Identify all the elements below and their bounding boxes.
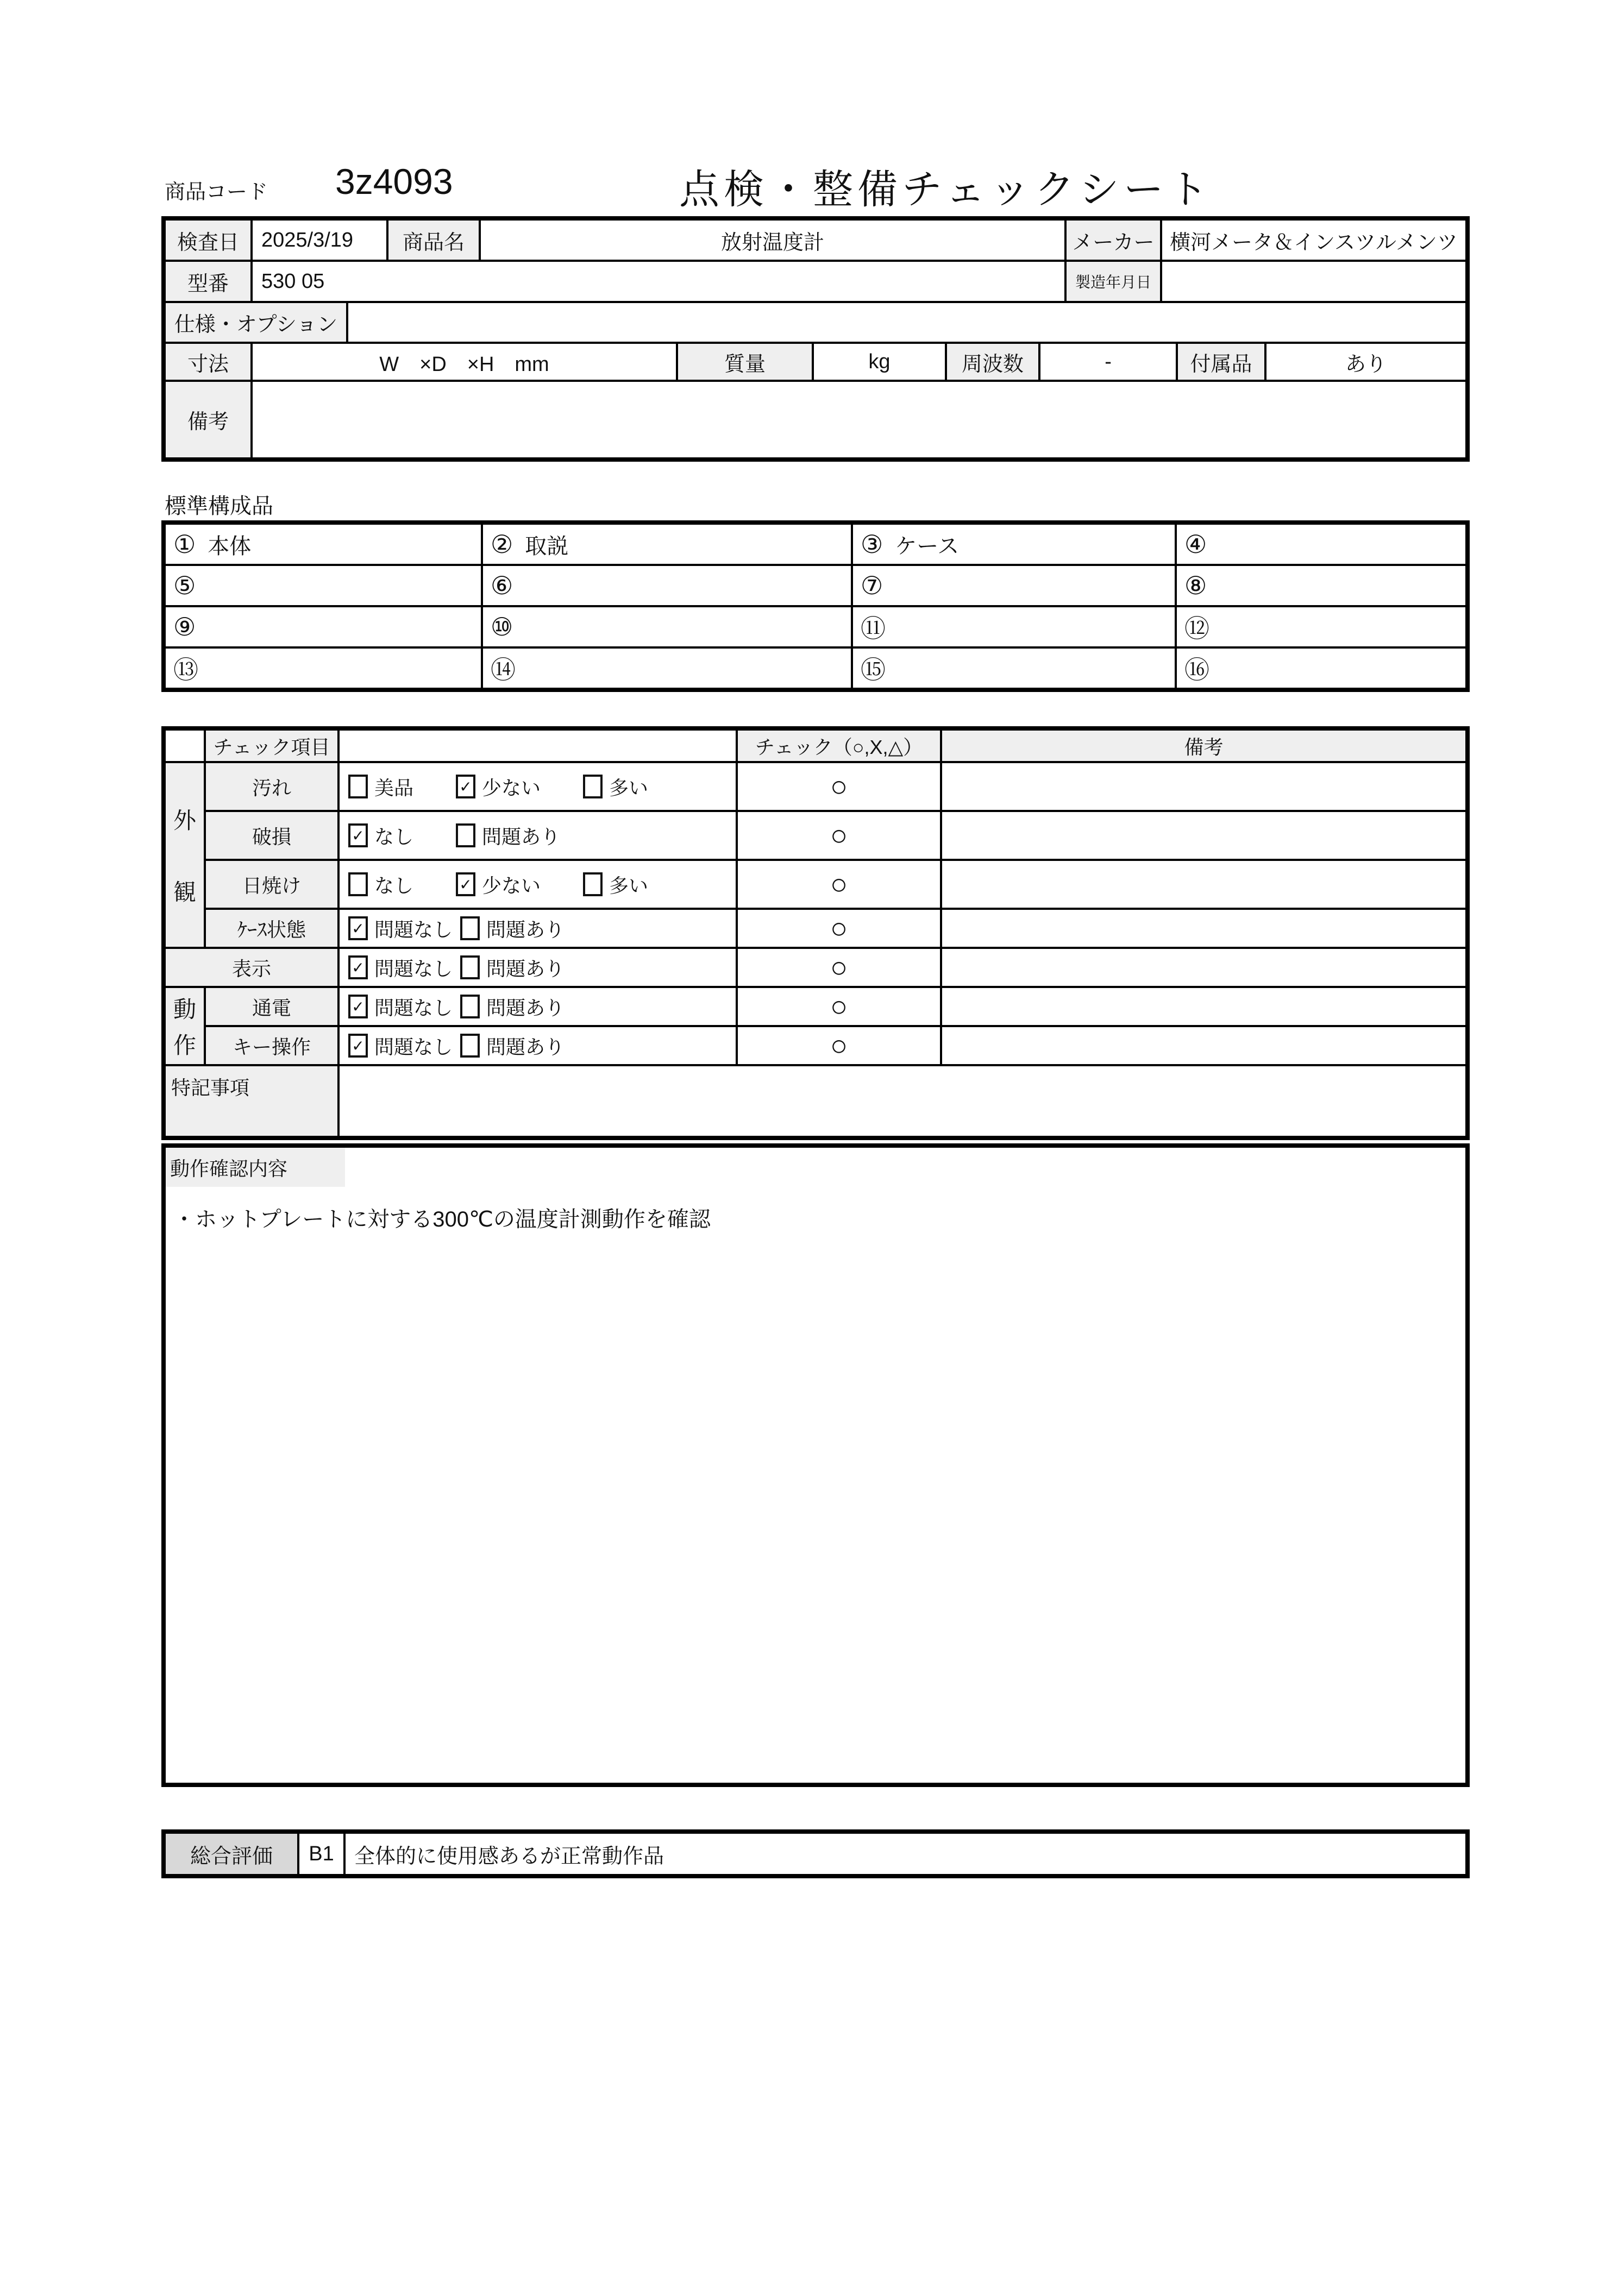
check-mark-cell: [737, 909, 941, 948]
component-cell: [482, 606, 852, 647]
checkbox-option: [348, 822, 413, 850]
check-mark-cell: [737, 762, 941, 811]
checkbox-label: なし: [374, 825, 414, 848]
check-remark-header: 備考: [941, 728, 1468, 762]
component-name: 本体: [208, 534, 252, 558]
check-row-label: キー操作: [205, 1026, 338, 1065]
component-cell: [1176, 523, 1468, 565]
checkbox-option: [348, 773, 413, 801]
component-number: ⑩: [491, 613, 513, 641]
check-circle: ○: [830, 951, 848, 984]
component-number: ②: [491, 530, 513, 558]
remarks-label: 備考: [164, 381, 252, 460]
dimensions-label: 寸法: [164, 343, 252, 381]
check-options-cell: [338, 860, 737, 909]
checkbox-label: 問題あり: [486, 957, 565, 980]
checkbox: [456, 823, 475, 847]
checkbox: [583, 872, 603, 896]
frequency-label: 周波数: [946, 343, 1039, 381]
component-cell: [164, 523, 482, 565]
checkbox: [583, 775, 603, 798]
checkbox: ✓: [348, 1034, 368, 1058]
component-cell: [164, 647, 482, 690]
check-circle: ○: [830, 868, 848, 901]
check-circle: ○: [830, 1029, 848, 1062]
component-cell: [1176, 647, 1468, 690]
check-row-label-display: 表示: [164, 948, 338, 987]
checkbox-label: 問題あり: [486, 918, 565, 941]
component-number: ⑧: [1184, 571, 1207, 600]
inspection-date-label: 検査日: [164, 218, 252, 261]
checkbox-option: [348, 954, 453, 982]
checkbox-label: 問題なし: [374, 996, 453, 1019]
checkbox-option: [460, 915, 565, 942]
weight-label: 質量: [677, 343, 813, 381]
component-cell: [852, 523, 1176, 565]
component-name: ケース: [895, 534, 960, 558]
checkbox-label: 少ない: [482, 874, 541, 897]
frequency-value: -: [1039, 343, 1177, 381]
component-cell: [164, 606, 482, 647]
check-row-label: 破損: [205, 811, 338, 860]
product-name-value: 放射温度計: [480, 218, 1065, 261]
component-cell: [852, 565, 1176, 606]
checkbox: [348, 872, 368, 896]
check-mark-cell: [737, 948, 941, 987]
inspection-date-value: 2025/3/19: [252, 218, 387, 261]
checkbox-option: [460, 1032, 565, 1060]
spec-option-label: 仕様・オプション: [164, 302, 347, 343]
checkbox-option: [348, 1032, 453, 1060]
checkbox: ✓: [348, 823, 368, 847]
component-number: ⑯: [1184, 656, 1209, 684]
check-row-label: ｹｰｽ状態: [205, 909, 338, 948]
checkbox: ✓: [348, 916, 368, 940]
checkbox-option: [460, 954, 565, 982]
product-name-label: 商品名: [387, 218, 480, 261]
check-circle: ○: [830, 819, 848, 852]
component-number: ⑪: [861, 614, 886, 643]
component-number: ⑨: [173, 613, 196, 641]
checkbox-option: [583, 773, 648, 801]
product-info-table: [161, 216, 1470, 462]
checkbox-label: 問題なし: [374, 1035, 453, 1058]
component-cell: [1176, 565, 1468, 606]
checkbox: ✓: [456, 775, 475, 798]
product-code-label: 商品コード: [165, 181, 268, 204]
overall-evaluation-label: 総合評価: [164, 1832, 298, 1876]
components-section-title: 標準構成品: [165, 494, 273, 518]
checkbox-label: 問題あり: [482, 825, 561, 848]
overall-comment: 全体的に使用感あるが正常動作品: [344, 1832, 1468, 1876]
checkbox-option: [460, 993, 565, 1021]
remarks-value: [252, 381, 1468, 460]
checkbox-option: [348, 871, 413, 898]
checkbox-option: [456, 773, 541, 801]
operation-group-cell: [164, 987, 205, 1065]
checkbox-option: [456, 871, 541, 898]
weight-value: kg: [813, 343, 946, 381]
checkbox: ✓: [348, 955, 368, 979]
checkbox-option: [583, 871, 648, 898]
component-cell: [482, 565, 852, 606]
checkbox: [460, 916, 480, 940]
check-row-label: 通電: [205, 987, 338, 1026]
operation-group-char: 動: [173, 996, 196, 1022]
check-remark-cell: [941, 909, 1468, 948]
check-options-cell: [338, 909, 737, 948]
check-options-cell: [338, 811, 737, 860]
operation-group-char: 作: [173, 1033, 196, 1059]
maker-label: メーカー: [1065, 218, 1161, 261]
special-notes-cell: [338, 1065, 1468, 1138]
check-mark-cell: [737, 987, 941, 1026]
checkbox-option: [456, 822, 560, 850]
check-row-label: 汚れ: [205, 762, 338, 811]
check-remark-cell: [941, 987, 1468, 1026]
overall-evaluation-table: [161, 1829, 1470, 1878]
operation-check-title: 動作確認内容: [166, 1148, 345, 1187]
appearance-group-char: 外: [173, 807, 196, 833]
checkbox-label: 問題あり: [486, 1035, 565, 1058]
check-options-cell: [338, 1026, 737, 1065]
appearance-group-cell: [164, 762, 205, 948]
check-remark-cell: [941, 762, 1468, 811]
component-number: ⑥: [491, 571, 513, 600]
checkbox-label: 美品: [374, 776, 414, 799]
component-name: 取説: [525, 534, 569, 558]
check-circle: ○: [830, 990, 848, 1023]
component-number: ⑮: [861, 656, 886, 684]
checkbox-option: [348, 993, 453, 1021]
checkbox: ✓: [348, 995, 368, 1018]
component-number: ⑬: [173, 656, 198, 684]
check-table: [161, 726, 1470, 1140]
model-value: 530 05: [252, 261, 1065, 302]
mfg-date-label: 製造年月日: [1065, 261, 1161, 302]
checkbox-label: 問題あり: [486, 996, 565, 1019]
accessories-label: 付属品: [1177, 343, 1265, 381]
checkbox-option: [348, 915, 453, 942]
accessories-value: あり: [1265, 343, 1468, 381]
component-cell: [852, 606, 1176, 647]
component-cell: [852, 647, 1176, 690]
check-remark-cell: [941, 811, 1468, 860]
operation-check-note: ・ホットプレートに対する300℃の温度計測動作を確認: [173, 1207, 711, 1231]
check-options-cell: [338, 762, 737, 811]
component-number: ⑦: [861, 571, 883, 600]
check-options-cell: [338, 987, 737, 1026]
model-label: 型番: [164, 261, 252, 302]
check-remark-cell: [941, 1026, 1468, 1065]
check-remark-cell: [941, 948, 1468, 987]
overall-grade: B1: [298, 1832, 344, 1876]
check-options-cell: [338, 948, 737, 987]
checkbox-label: 多い: [609, 874, 649, 897]
checkbox-label: なし: [374, 874, 414, 897]
check-header-spacer: [164, 728, 205, 762]
check-remark-cell: [941, 860, 1468, 909]
checkbox-label: 多い: [609, 776, 649, 799]
component-number: ⑫: [1184, 614, 1209, 643]
check-mark-cell: [737, 811, 941, 860]
components-table: [161, 520, 1470, 692]
checkbox: [348, 775, 368, 798]
checkbox: [460, 955, 480, 979]
component-number: ①: [173, 530, 196, 558]
checkbox: [460, 995, 480, 1018]
dimensions-value: W ×D ×H mm: [252, 343, 677, 381]
check-circle: ○: [830, 912, 848, 945]
spec-option-value: [347, 302, 1468, 343]
check-mark-header: チェック（○,X,△）: [737, 728, 941, 762]
operation-check-box: [161, 1143, 1470, 1787]
component-number: ④: [1184, 530, 1207, 558]
checkbox: [460, 1034, 480, 1058]
product-code-value: 3z4093: [335, 161, 453, 202]
component-number: ⑤: [173, 571, 196, 600]
check-options-header: [338, 728, 737, 762]
check-circle: ○: [830, 770, 848, 803]
component-number: ⑭: [491, 656, 516, 684]
mfg-date-value: [1161, 261, 1468, 302]
check-row-label: 日焼け: [205, 860, 338, 909]
checkbox-label: 問題なし: [374, 957, 453, 980]
checkbox-label: 問題なし: [374, 918, 453, 941]
check-mark-cell: [737, 860, 941, 909]
component-cell: [482, 647, 852, 690]
special-notes-label: 特記事項: [164, 1065, 338, 1138]
check-mark-cell: [737, 1026, 941, 1065]
component-number: ③: [861, 530, 883, 558]
page-title: 点検・整備チェックシート: [679, 167, 1213, 212]
component-cell: [1176, 606, 1468, 647]
checkbox: ✓: [456, 872, 475, 896]
component-cell: [164, 565, 482, 606]
checkbox-label: 少ない: [482, 776, 541, 799]
maker-value: 横河メータ＆インスツルメンツ: [1161, 218, 1468, 261]
component-cell: [482, 523, 852, 565]
appearance-group-char: 観: [173, 879, 196, 905]
check-item-header: チェック項目: [205, 728, 338, 762]
